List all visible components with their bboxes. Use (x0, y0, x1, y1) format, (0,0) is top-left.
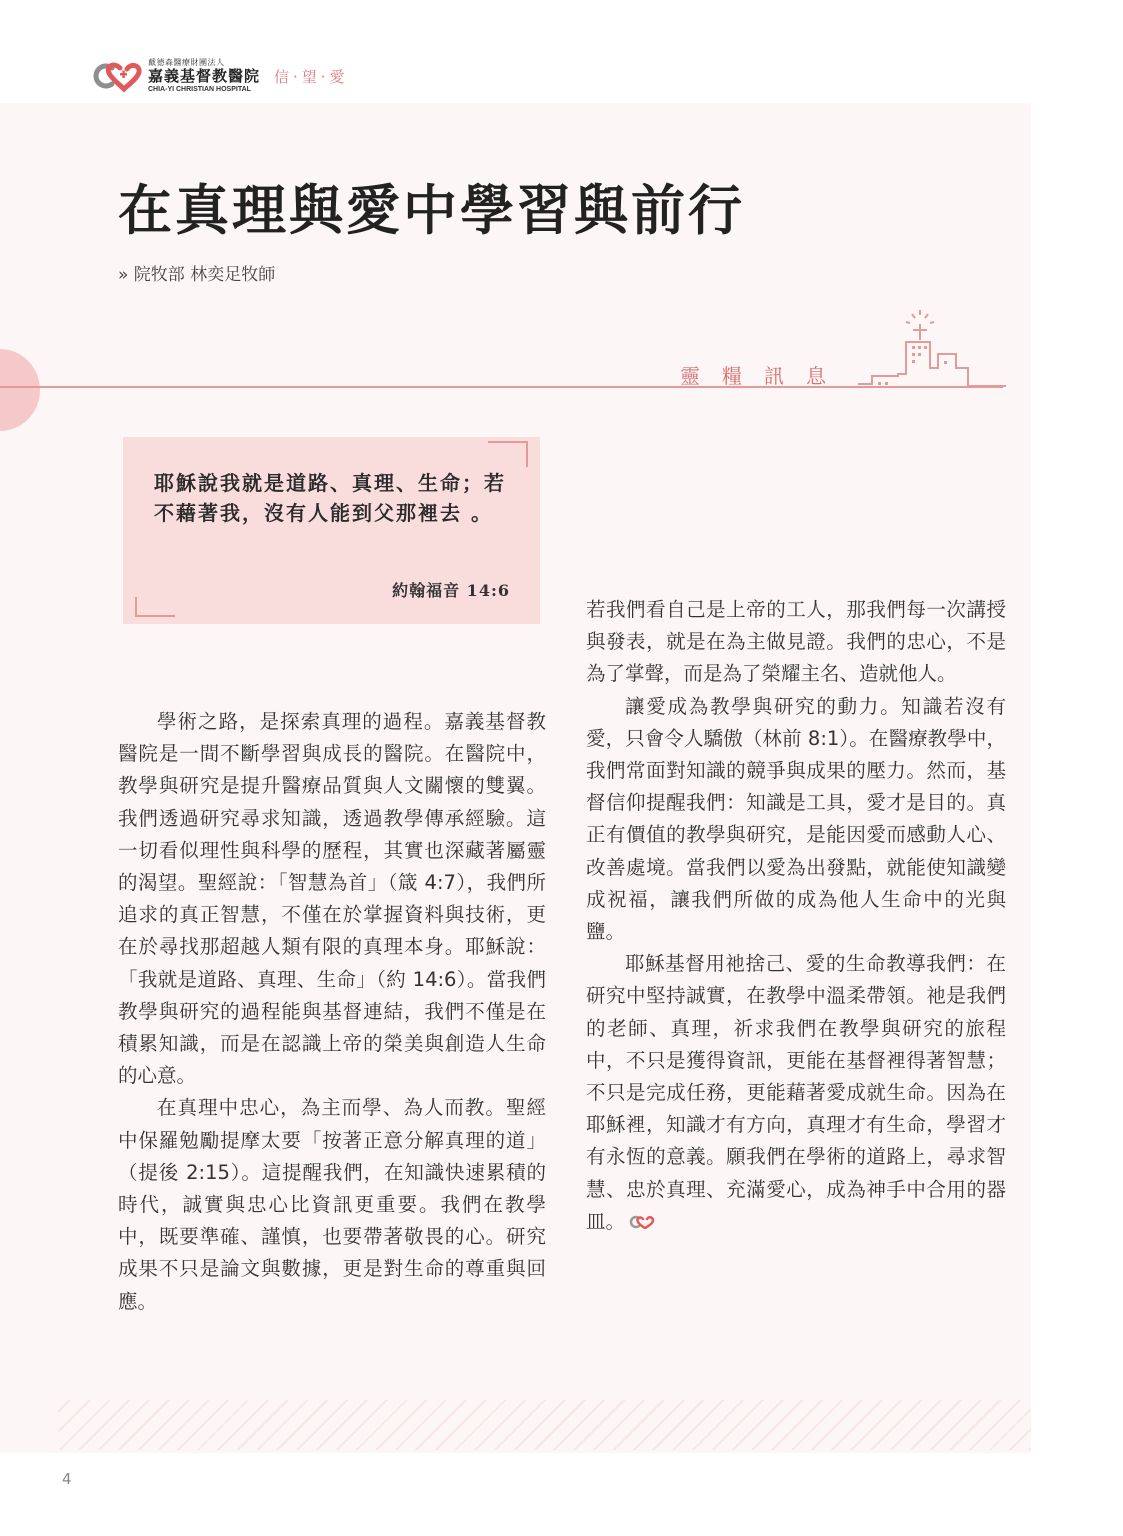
body-paragraph-text: 耶穌基督用祂捨己、愛的生命教導我們：在研究中堅持誠實，在教學中溫柔帶領。祂是我們的老師、真理，祈求我們在教學與研究的旅程中，不只是獲得資訊，更能在基督裡得著智慧；不只是完成任務，更能藉著愛成就生命。因為在耶穌裡，知識才有方向，真理才有生命，學習才有永恆的意義。願我們在學術的道路上，尋求智慧、忠於真理、充滿愛心，成為神手中合用的器皿。 (586, 952, 1006, 1233)
quote-text: 耶穌說我就是道路、真理、生命；若不藉著我，沒有人能到父那裡去 。 (154, 471, 506, 525)
quote-reference: 約翰福音 14:6 (392, 581, 510, 600)
body-paragraph: 讓愛成為教學與研究的動力。知識若沒有愛，只會令人驕傲（林前 8:1）。在醫療教學中，我們常面對知識的競爭與成果的壓力。然而，基督信仰提醒我們：知識是工具，愛才是目的。真正有價值的教學與研究，是能因愛而感動人心、改善處境。當我們以愛為出發點，就能使知識變成祝福，讓我們所做的成為他人生命中的光與鹽。 (586, 694, 1006, 944)
body-column-right (586, 594, 1006, 1238)
hospital-name: 嘉義基督教醫院 (148, 67, 261, 85)
byline: » 院牧部 林奕足牧師 (118, 265, 276, 285)
section-divider (0, 386, 1003, 388)
body-paragraph-last (586, 948, 1006, 1238)
section-label: 靈糧訊息 (680, 364, 848, 388)
page-title: 在真理與愛中學習與前行 (118, 178, 745, 242)
page-number: 4 (62, 1470, 72, 1488)
end-logo-icon (629, 1215, 655, 1229)
church-skyline-icon (858, 306, 1006, 388)
body-paragraph: 若我們看自己是上帝的工人，那我們每一次講授與發表，就是在為主做見證。我們的忠心，不是為了掌聲，而是為了榮耀主名、造就他人。 (586, 598, 1006, 686)
body-paragraph: 在真理中忠心，為主而學、為人而教。聖經中保羅勉勵提摩太要「按著正意分解真理的道」（提後 2:15）。這提醒我們，在知識快速累積的時代，誠實與忠心比資訊更重要。我們在教學中，既要準確、謹慎，也要帶著敬畏的心。研究成果不只是論文與數據，更是對生命的尊重與回應。 (118, 1096, 546, 1313)
quote-bracket-decoration (488, 441, 528, 467)
hospital-name-en: CHIA-YI CHRISTIAN HOSPITAL (148, 86, 251, 93)
hatch-decoration (58, 1400, 1031, 1450)
body-column-left (118, 706, 546, 1318)
hospital-logo-icon (90, 59, 142, 93)
motto: 信·望·愛 (274, 67, 349, 86)
org-small-text: 戴德森醫療財團法人 (148, 58, 225, 67)
body-paragraph: 學術之路，是探索真理的過程。嘉義基督教醫院是一間不斷學習與成長的醫院。在醫院中，教學與研究是提升醫療品質與人文關懷的雙翼。我們透過研究尋求知識，透過教學傳承經驗。這一切看似理性與科學的歷程，其實也深藏著屬靈的渴望。聖經說：「智慧為首」（箴 4:7），我們所追求的真正智慧，不僅在於掌握資料與技術，更在於尋找那超越人類有限的真理本身。耶穌說：「我就是道路、真理、生命」（約 14:6）。當我們教學與研究的過程能與基督連結，我們不僅是在積累知識，而是在認識上帝的榮美與創造人生命的心意。 (118, 710, 546, 1088)
hospital-logo (90, 56, 349, 96)
quote-bracket-decoration (135, 597, 175, 617)
